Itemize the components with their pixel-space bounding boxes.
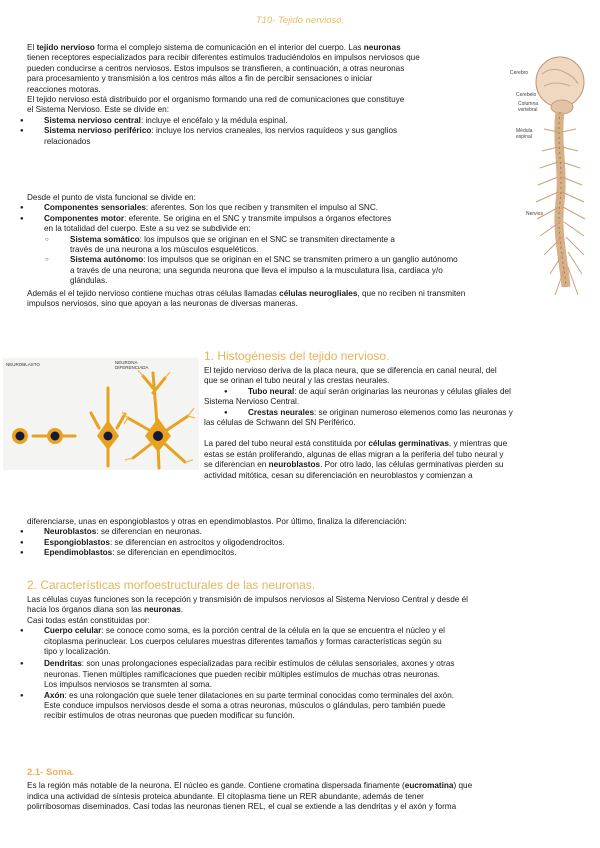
section-2-1 xyxy=(27,768,587,813)
division-list xyxy=(0,116,499,147)
list-item: ● Sistema nervioso central: incluye el encéfalo y la médula espinal. xyxy=(0,116,499,126)
text-line: pueden conducirse a centros nerviosos. Estos impulsos se transfieren, a continuación, a otras neuronas xyxy=(27,63,405,73)
text-line: estas se están proliferando, algunas de ellas migran a la periferia del tubo neural y xyxy=(204,449,504,459)
list-item: ○ Sistema autónomo: los impulsos que se originan en el SNC se transmiten primero a un ganglio autónomo a través de una neurona; una segunda neurona que lleva el impulso a la musculatura lisa, cardiaca y/o glándulas. xyxy=(0,255,499,286)
list-item: ● Cuerpo celular: se conoce como soma, es la porción central de la célula en la que se encuentra el núcleo y el citoplasma perinuclear. Los cuerpos celulares muestras diferentes tamaños y formas características según su tipo y localización. xyxy=(0,626,587,657)
label-vertebral: vertebral xyxy=(518,107,538,113)
text-line: tienen receptores especializados para recibir diferentes estímulos traduciéndolos en impulsos nerviosos que xyxy=(27,53,420,63)
list-item: ● Axón: es una rolongación que suele tener dilataciones en su parte terminal conocidas como terminales del axón. Este conduce impulsos nerviosos desde el soma a otras neuronas, músculos o glándulas, pero también puede recibir estímulos de otras neuronas que pueden modificar su función. xyxy=(0,691,587,722)
section-1-continued xyxy=(27,517,587,559)
text-line: impulsos nerviosos, sino que apoyan a las neuronas de diversas maneras. xyxy=(27,299,298,309)
functional-list xyxy=(0,203,499,234)
list-item: ● Neuroblastos: se diferencian en neuronas. xyxy=(0,527,587,537)
text-line: indica una actividad de síntesis proteica abundante. El citoplasma tiene un RER abundante, además de tener xyxy=(27,791,424,801)
section-2 xyxy=(27,578,587,722)
histogenesis-list-2 xyxy=(204,408,574,418)
text-line: El tejido nervioso está distribuido por el organismo formando una red de comunicaciones que constituye xyxy=(27,95,405,105)
neuroblast-figure xyxy=(3,358,199,470)
label-nervios: Nervios xyxy=(526,211,543,217)
text-line: las células de Schwann del SN Periférico. xyxy=(204,418,356,428)
list-item: ● Tubo neural: de aquí serán originarias las neuronas y células gliales del xyxy=(204,387,574,397)
label-columna: Columna xyxy=(518,101,539,107)
section-2-heading: 2. Características morfoestructurales de las neuronas. xyxy=(27,578,316,592)
label-neuroblasto: NEUROBLASTO xyxy=(6,362,40,367)
list-item: ● Crestas neurales: se originan numeroso elemenos como las neuronas y xyxy=(204,408,574,418)
neuron-parts-list xyxy=(0,626,587,722)
text-line: Las células cuyas funciones son la recepción y transmisión de impulsos nerviosos al Sistema Nervioso Central y desde él xyxy=(27,595,468,604)
page-title: T10- Tejido nervioso. xyxy=(255,15,345,26)
functional-section xyxy=(27,193,499,309)
text-line: el Sistema Nervioso. Este se divide en: xyxy=(27,105,169,115)
section-1-heading: 1. Histogénesis del tejido nervioso. xyxy=(204,349,390,363)
text-line: Casi todas están constituidas por: xyxy=(27,615,150,625)
term-tejido-nervioso: tejido nervioso xyxy=(36,43,95,52)
list-item: ● Componentes motor: eferente. Se origina en el SNC y transmite impulsos a órganos efectores en la totalidad del cuerpo. Este a su vez se subdivide en: xyxy=(0,214,499,235)
label-neurona: NEURONA xyxy=(115,360,138,365)
intro-paragraph: El tejido nervioso forma el complejo sistema de comunicación en el interior del cuerpo. Las neuronas xyxy=(27,43,401,52)
glia-paragraph: Además el el tejido nervioso contiene muchas otras células llamadas células neurogliales, que no reciben ni transmiten xyxy=(27,288,466,298)
spine-illustration xyxy=(502,52,594,302)
nervous-system-figure xyxy=(502,52,594,302)
section-1 xyxy=(204,349,574,481)
label-cerebro: Cerebro xyxy=(510,70,529,76)
text-line: para procesamiento y transmisión a los centros más altos a fin de percibir sensaciones o iniciar xyxy=(27,74,373,84)
text-line: que se orinan el tubo neural y las crestas neurales. xyxy=(204,376,390,386)
text-line: reacciones motoras. xyxy=(27,84,101,94)
text-line: hacia los órganos diana son las neuronas. xyxy=(27,605,184,615)
text-line: actividad mitótica, cesan su diferenciación en neuroblastos y comienzan a xyxy=(204,470,473,480)
differentiation-list xyxy=(0,527,587,558)
text-line: polirribosomas diseminados. Casi todas las neuronas tienen REL, el cual se extiende a las dendritas y el axón y forma xyxy=(27,802,457,812)
text-line: Sistema Nervioso Central. xyxy=(204,397,300,407)
list-item: ● Dendritas: son unas prolongaciones especializadas para recibir estímulos de células sensoriales, axones y otras neuronas. Tienen múltiples ramificaciones que pueden recibir múltiples estímulos de muchas otras neuronas. Los impulsos nerviosos se transmten al soma. xyxy=(0,659,587,690)
neuroblast-illustration xyxy=(3,358,199,470)
histogenesis-list xyxy=(204,387,574,397)
label-diferenciada: DIFERENCIADA xyxy=(115,365,149,370)
label-espinal: espinal xyxy=(516,134,532,140)
text-line: Es la región más notable de la neurona. El núcleo es gande. Contiene cromatina dispersada finamente (eucromatina) que xyxy=(27,781,473,791)
list-item: ● Componentes sensoriales: aferentes. Son los que reciben y transmiten el impulso al SNC. xyxy=(0,203,499,213)
text-line: Desde el punto de vista funcional se divide en: xyxy=(27,193,196,202)
term-neuronas: neuronas xyxy=(363,43,401,52)
label-cerebelo: Cerebelo xyxy=(516,92,537,98)
germinal-paragraph: La pared del tubo neural está constituida por células germinativas, y mientras que xyxy=(204,439,508,449)
section-2-1-heading: 2.1- Soma. xyxy=(27,767,75,778)
list-item: ● Sistema nervioso periférico: incluye los nervios craneales, los nervios raquídeos y sus ganglios relacionados xyxy=(0,126,499,147)
text-line: diferenciarse, unas en espongioblastos y otras en ependimoblastos. Por último, finaliza la diferenciación: xyxy=(27,517,407,526)
motor-sublist xyxy=(0,235,499,287)
intro-section xyxy=(27,43,499,147)
list-item: ● Espongioblastos: se diferencian en astrocitos y oligodendrocitos. xyxy=(0,538,587,548)
label-medula: Médula xyxy=(516,128,533,134)
list-item: ● Ependimoblastos: se diferencian en ependimocitos. xyxy=(0,548,587,558)
text-line: se diferencian en neuroblastos. Por otro lado, las células germinativas pierden su xyxy=(204,460,504,470)
text-line: El tejido nervioso deriva de la placa neura, que se diferencia en canal neural, del xyxy=(204,366,497,375)
list-item: ○ Sistema somático: los impulsos que se originan en el SNC se transmiten directamente a través de una neurona a los músculos esqueléticos. xyxy=(0,235,499,256)
